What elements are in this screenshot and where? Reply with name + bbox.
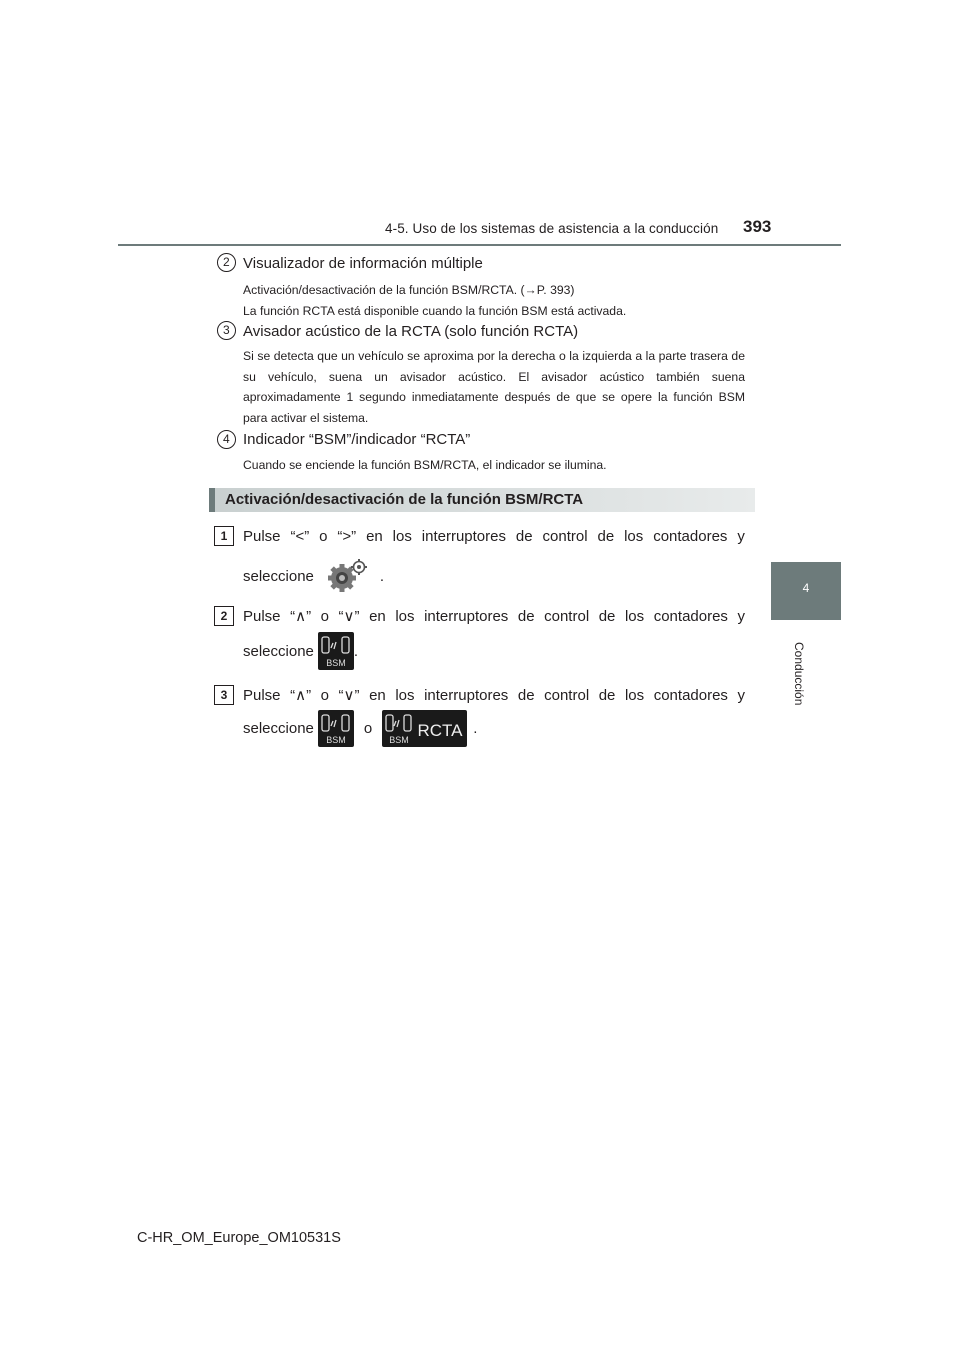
step-text [243,686,745,706]
item-number-badge: 4 [213,426,240,453]
step-word: los [624,687,645,704]
step-number: 1 [214,526,234,546]
item-number-badge: 2 [213,249,240,276]
step-word: interruptores [421,528,506,545]
bsm-screen-icon [318,710,354,747]
step-word: interruptores [424,687,509,704]
step-word: y [737,687,745,704]
step-word: en [366,528,383,545]
step-word: “∧” [290,608,312,625]
step-word: Pulse [243,687,281,704]
chapter-number: 4 [802,581,810,595]
step-word: los [624,528,644,545]
item-title: Visualizador de información múltiple [243,255,483,272]
step-number: 3 [214,685,234,705]
step-word: y [737,608,745,625]
item-title: Indicador “BSM”/indicador “RCTA” [243,431,471,448]
step-word: interruptores [424,608,509,625]
step-word: “∨” [338,608,360,625]
step-word: Pulse [243,528,281,545]
step-number: 2 [214,606,234,626]
step-word: o [319,528,328,545]
gear-settings-icon [322,558,380,594]
bsm-screen-icon [318,632,354,670]
step-word: contadores [653,687,728,704]
step-word: o [320,608,329,625]
step-text [243,607,745,627]
step-word: “∨” [338,687,360,704]
chapter-tab [771,562,841,620]
header-divider [118,244,841,246]
step-word: “∧” [290,687,312,704]
page-number: 393 [743,217,772,236]
step-word: los [624,608,645,625]
step-word: de [597,528,615,545]
chapter-label: Conducción [792,642,806,706]
step-word: control [542,528,588,545]
step-word: Pulse [243,608,281,625]
step-word: de [515,528,533,545]
item-title: Avisador acústico de la RCTA (solo función RCTA) [243,323,579,340]
step-word: de [517,687,535,704]
svg-text:BSM: BSM [326,658,346,668]
item-body: Activación/desactivación de la función BSM/RCTA. (→P. 393) La función RCTA está disponible cuando la función BSM está activada. [243,283,627,318]
step-continuation: seleccione BSM . [243,632,358,670]
step-word: contadores [653,608,728,625]
step-word: “>” [337,528,357,545]
step-text [243,527,745,547]
section-heading: Activación/desactivación de la función BSM/RCTA [209,488,755,512]
step-word: los [392,528,412,545]
document-id: C-HR_OM_Europe_OM10531S [137,1230,341,1246]
step-word: en [369,687,386,704]
step-continuation: seleccione . [243,558,384,594]
step-word: los [395,687,415,704]
step-word: de [598,687,616,704]
step-word: en [369,608,386,625]
bsm-rcta-screen-icon [382,710,467,747]
item-body: Cuando se enciende la función BSM/RCTA, el indicador se ilumina. [243,458,607,472]
item-number-badge: 3 [213,317,240,344]
step-word: de [598,608,616,625]
step-continuation: seleccione BSM o BSM RCTA . [243,710,477,747]
step-word: o [320,687,329,704]
step-word: y [737,528,745,545]
svg-text:RCTA: RCTA [417,721,463,740]
step-word: “<” [290,528,310,545]
svg-text:BSM: BSM [389,735,409,745]
step-word: control [544,687,590,704]
running-header: 4-5. Uso de los sistemas de asistencia a la conducción [385,221,719,236]
svg-text:BSM: BSM [326,735,346,745]
step-word: control [544,608,590,625]
step-word: de [517,608,535,625]
item-body: Si se detecta que un vehículo se aproxima por la derecha o la izquierda a la parte trasera de su vehículo, suena un avisador acústico. El avisador acústico también suena aproximadamente 1 segundo inmediatamente después de que se opere la función BSM para activar el sistema. [243,349,745,425]
step-word: los [395,608,415,625]
step-word: contadores [653,528,728,545]
